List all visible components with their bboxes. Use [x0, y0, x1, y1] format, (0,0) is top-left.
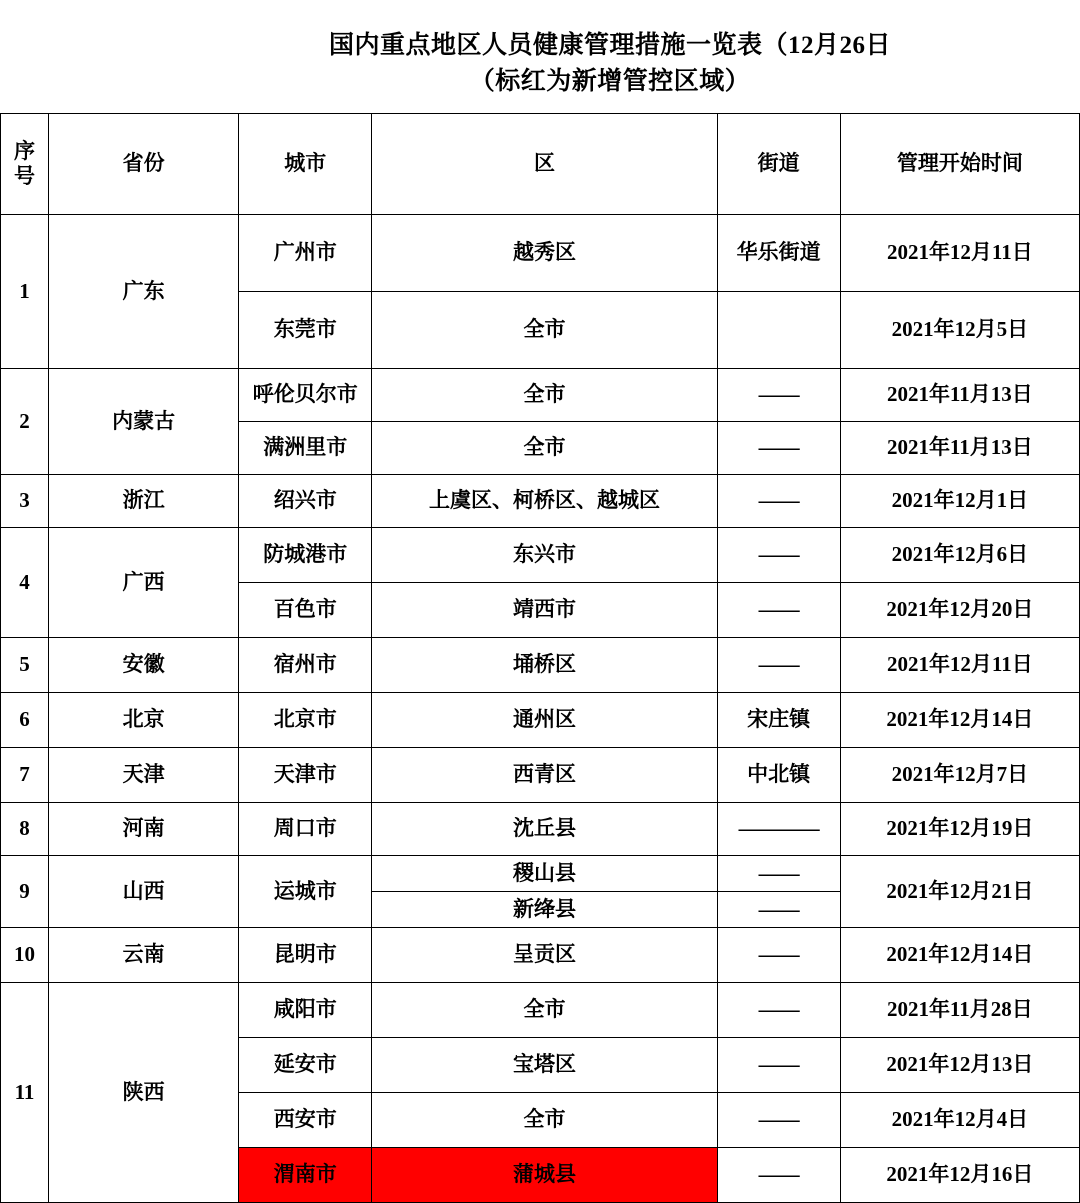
cell-index: 4 [1, 528, 49, 638]
cell-street: —— [717, 983, 840, 1038]
cell-district: 全市 [372, 292, 717, 369]
cell-district: 埇桥区 [372, 638, 717, 693]
cell-district: 全市 [372, 983, 717, 1038]
cell-province: 内蒙古 [49, 369, 239, 475]
table-row [1, 856, 1080, 892]
cell-district: 越秀区 [372, 215, 717, 292]
cell-district: 通州区 [372, 693, 717, 748]
cell-province: 陕西 [49, 983, 239, 1203]
cell-street: —— [717, 892, 840, 928]
cell-city: 西安市 [239, 1093, 372, 1148]
table-header-row [1, 114, 1080, 215]
cell-index: 9 [1, 856, 49, 928]
cell-city: 绍兴市 [239, 475, 372, 528]
table-row [1, 369, 1080, 422]
cell-index: 1 [1, 215, 49, 369]
cell-city: 咸阳市 [239, 983, 372, 1038]
col-header-index: 序号 [1, 114, 49, 215]
cell-time: 2021年12月19日 [840, 803, 1079, 856]
cell-province: 安徽 [49, 638, 239, 693]
col-header-district: 区 [372, 114, 717, 215]
cell-city: 昆明市 [239, 928, 372, 983]
col-header-city: 城市 [239, 114, 372, 215]
cell-time: 2021年12月11日 [840, 215, 1079, 292]
cell-time: 2021年11月13日 [840, 369, 1079, 422]
cell-street: ———— [717, 803, 840, 856]
col-header-street: 街道 [717, 114, 840, 215]
cell-street: —— [717, 1093, 840, 1148]
cell-index: 3 [1, 475, 49, 528]
cell-district: 宝塔区 [372, 1038, 717, 1093]
cell-street: —— [717, 1038, 840, 1093]
cell-city: 延安市 [239, 1038, 372, 1093]
col-header-time: 管理开始时间 [840, 114, 1079, 215]
title-line-1: 国内重点地区人员健康管理措施一览表（12月26日 [328, 32, 891, 59]
cell-district: 上虞区、柯桥区、越城区 [372, 475, 717, 528]
table-row [1, 638, 1080, 693]
table-row [1, 803, 1080, 856]
cell-index: 10 [1, 928, 49, 983]
cell-street: —— [717, 475, 840, 528]
cell-street: 华乐街道 [717, 215, 840, 292]
cell-city: 呼伦贝尔市 [239, 369, 372, 422]
cell-time: 2021年12月1日 [840, 475, 1079, 528]
cell-district: 西青区 [372, 748, 717, 803]
cell-district: 全市 [372, 1093, 717, 1148]
table-row [1, 928, 1080, 983]
cell-city: 防城港市 [239, 528, 372, 583]
cell-time: 2021年12月6日 [840, 528, 1079, 583]
cell-district: 全市 [372, 422, 717, 475]
cell-province: 北京 [49, 693, 239, 748]
document-title [0, 0, 1080, 113]
cell-street: —— [717, 583, 840, 638]
cell-time: 2021年12月13日 [840, 1038, 1079, 1093]
cell-time: 2021年12月14日 [840, 928, 1079, 983]
cell-district: 全市 [372, 369, 717, 422]
cell-index: 6 [1, 693, 49, 748]
cell-city: 满洲里市 [239, 422, 372, 475]
col-header-province: 省份 [49, 114, 239, 215]
cell-index: 7 [1, 748, 49, 803]
cell-time: 2021年12月4日 [840, 1093, 1079, 1148]
table-row [1, 693, 1080, 748]
cell-time: 2021年12月16日 [840, 1148, 1079, 1203]
cell-street: —— [717, 638, 840, 693]
cell-time: 2021年12月21日 [840, 856, 1079, 928]
cell-index: 11 [1, 983, 49, 1203]
cell-index: 5 [1, 638, 49, 693]
cell-street: 中北镇 [717, 748, 840, 803]
cell-city: 天津市 [239, 748, 372, 803]
cell-street: —— [717, 369, 840, 422]
cell-time: 2021年12月7日 [840, 748, 1079, 803]
cell-time: 2021年11月13日 [840, 422, 1079, 475]
cell-city: 东莞市 [239, 292, 372, 369]
cell-street [717, 292, 840, 369]
cell-city: 宿州市 [239, 638, 372, 693]
cell-province: 广东 [49, 215, 239, 369]
cell-province: 云南 [49, 928, 239, 983]
cell-district: 靖西市 [372, 583, 717, 638]
table-row [1, 215, 1080, 292]
cell-province: 山西 [49, 856, 239, 928]
table-row [1, 475, 1080, 528]
table-row [1, 528, 1080, 583]
table-row [1, 983, 1080, 1038]
cell-city: 周口市 [239, 803, 372, 856]
cell-index: 2 [1, 369, 49, 475]
cell-district: 东兴市 [372, 528, 717, 583]
cell-city: 渭南市 [239, 1148, 372, 1203]
cell-district: 沈丘县 [372, 803, 717, 856]
cell-province: 浙江 [49, 475, 239, 528]
cell-city: 广州市 [239, 215, 372, 292]
cell-district: 呈贡区 [372, 928, 717, 983]
cell-province: 广西 [49, 528, 239, 638]
cell-district: 稷山县 [372, 856, 717, 892]
title-line-2: （标红为新增管控区域） [469, 67, 751, 95]
cell-street: —— [717, 1148, 840, 1203]
cell-time: 2021年12月20日 [840, 583, 1079, 638]
cell-district: 蒲城县 [372, 1148, 717, 1203]
cell-city: 北京市 [239, 693, 372, 748]
cell-city: 运城市 [239, 856, 372, 928]
cell-index: 8 [1, 803, 49, 856]
cell-district: 新绛县 [372, 892, 717, 928]
cell-street: —— [717, 856, 840, 892]
cell-time: 2021年12月5日 [840, 292, 1079, 369]
cell-street: —— [717, 528, 840, 583]
cell-city: 百色市 [239, 583, 372, 638]
cell-time: 2021年12月11日 [840, 638, 1079, 693]
cell-province: 河南 [49, 803, 239, 856]
cell-province: 天津 [49, 748, 239, 803]
table-row [1, 748, 1080, 803]
cell-street: 宋庄镇 [717, 693, 840, 748]
cell-time: 2021年11月28日 [840, 983, 1079, 1038]
cell-street: —— [717, 422, 840, 475]
cell-street: —— [717, 928, 840, 983]
health-management-table [0, 113, 1080, 1203]
cell-time: 2021年12月14日 [840, 693, 1079, 748]
